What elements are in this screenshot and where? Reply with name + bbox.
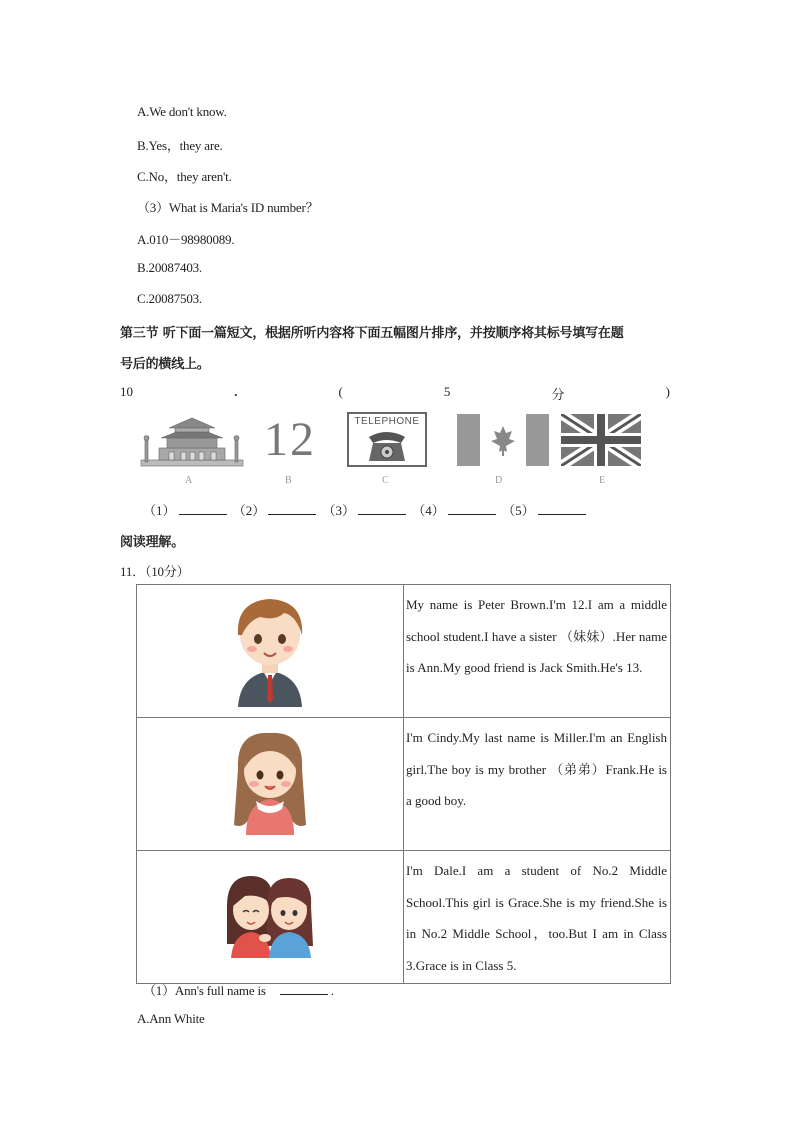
answer-3-label: （3）: [322, 503, 356, 518]
answer-1-blank[interactable]: [179, 503, 227, 515]
picture-label-a: A: [185, 475, 193, 486]
table-row: [137, 851, 671, 984]
answer-2-blank[interactable]: [268, 503, 316, 515]
option-a: A.We don't know.: [137, 104, 227, 119]
answer-blanks: [143, 500, 589, 519]
question-11-header: 11．（10分）: [120, 564, 190, 579]
tiananmen-icon: [139, 416, 245, 470]
passage-cindy: I'm Cindy.My last name is Miller.I'm an English girl.The boy is my brother （弟弟）Frank.He is a good boy.: [404, 718, 671, 851]
sub-question-1-blank[interactable]: [280, 983, 328, 995]
passage-peter: My name is Peter Brown.I'm 12.I am a middle school student.I have a sister （妹妹）.Her name is Ann.My good friend is Jack Smith.He's 13.: [404, 585, 671, 718]
picture-label-d: D: [495, 475, 503, 486]
boy-image-cell: [137, 585, 404, 718]
section-heading-line2: 号后的横线上。: [120, 357, 210, 372]
paren-close: ): [665, 384, 670, 399]
telephone-icon: [349, 427, 425, 465]
two-girls-image-cell: [137, 851, 404, 984]
reading-table: [136, 584, 671, 984]
sub-question-1-option-a: A.Ann White: [137, 1011, 205, 1026]
answer-2-label: （2）: [232, 503, 266, 518]
option-c: C.No，they aren't.: [137, 169, 232, 184]
sub-question-1-text: （1）Ann's full name is: [143, 983, 266, 998]
sub-question-1-end: .: [330, 983, 334, 998]
question-3: （3）What is Maria's ID number？: [137, 200, 319, 215]
canada-flag-icon: [457, 414, 549, 466]
sub-question-1: [143, 980, 334, 999]
score: 5: [443, 384, 451, 399]
question-number: 10: [120, 384, 133, 399]
answer-3-blank[interactable]: [358, 503, 406, 515]
answer-4-blank[interactable]: [448, 503, 496, 515]
table-row: [137, 718, 671, 851]
table-row: [137, 585, 671, 718]
answer-4-label: （4）: [412, 503, 445, 518]
section-heading-line1: 第三节 听下面一篇短文，根据所听内容将下面五幅图片排序，并按顺序将其标号填写在题: [120, 326, 624, 341]
two-girls-avatar: [225, 872, 315, 958]
telephone-label: TELEPHONE: [354, 416, 420, 427]
reading-heading: 阅读理解。: [120, 535, 185, 550]
option-a: A.010－98980089.: [137, 232, 235, 247]
girl-image-cell: [137, 718, 404, 851]
answer-5-blank[interactable]: [538, 503, 586, 515]
option-b: B.20087403.: [137, 260, 202, 275]
score-unit: 分: [551, 387, 565, 402]
paren-open: (: [338, 384, 343, 399]
telephone-picture: [347, 412, 427, 467]
question-10-header: [120, 384, 670, 403]
picture-label-b: B: [285, 475, 292, 486]
picture-row: [137, 410, 647, 490]
option-c: C.20087503.: [137, 291, 202, 306]
passage-dale: I'm Dale.I am a student of No.2 Middle School.This girl is Grace.She is my friend.She is in No.2 Middle School，too.But I am in Class 3.Grace is in Class 5.: [404, 851, 671, 984]
girl-avatar: [230, 729, 310, 835]
option-b: B.Yes，they are.: [137, 138, 223, 153]
boy-avatar: [230, 591, 310, 707]
picture-label-e: E: [599, 475, 606, 486]
uk-flag-icon: [561, 414, 641, 466]
picture-label-c: C: [382, 475, 389, 486]
number-12-picture: 12: [264, 413, 316, 466]
question-dot: .: [234, 384, 238, 399]
answer-5-label: （5）: [502, 503, 535, 518]
answer-1-label: （1）: [143, 503, 176, 518]
